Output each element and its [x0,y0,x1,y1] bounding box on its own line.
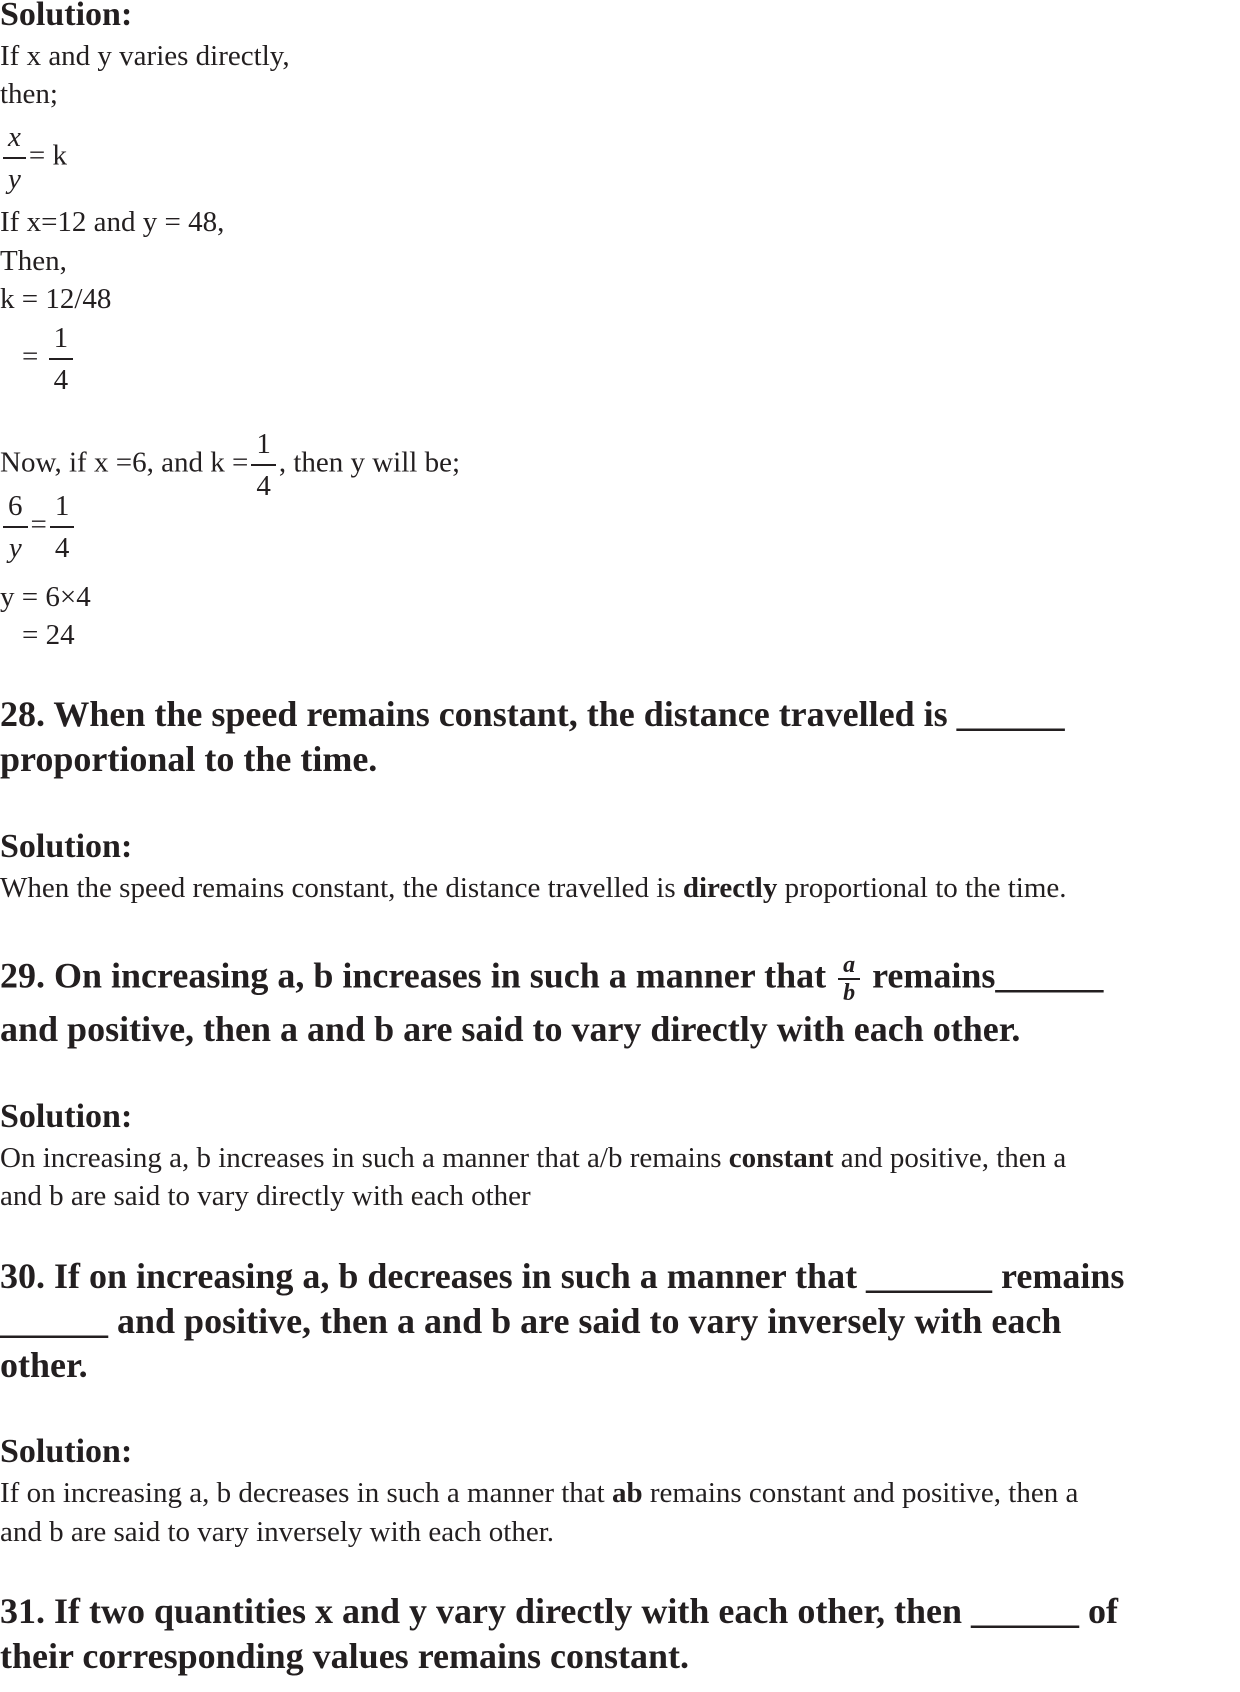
text-line: y = 6×4 [0,581,91,613]
text: and positive, then a [833,1142,1067,1174]
text: remains______ [872,955,1104,996]
numerator: 6 [3,486,28,528]
text: Now, if x =6, and k = [0,446,249,479]
equation-rhs: = k [28,139,67,172]
answer-text [0,870,1067,906]
question-text [0,952,1103,1006]
numerator: a [838,952,860,980]
question-text: their corresponding values remains constant. [0,1636,690,1676]
text-line: then; [0,78,58,110]
answer-text [0,1140,1066,1176]
equation-k-value [22,318,76,400]
fraction [50,486,75,568]
fraction [838,952,860,1006]
denominator: 4 [53,364,69,396]
question-text: other. [0,1345,88,1385]
text: , then y will be; [278,446,461,479]
answer-keyword: ab [611,1477,643,1509]
text-line: k = 12/48 [0,283,112,315]
solution-heading: Solution: [0,828,133,865]
solution-heading: Solution: [0,0,133,33]
text-line: If x=12 and y = 48, [0,206,225,238]
equals-sign: = [22,340,39,373]
equation-6-over-y [0,486,77,568]
numerator: x [3,117,26,159]
text: When the speed remains constant, the distance travelled is [0,872,683,904]
question-text: and positive, then a and b are said to vary directly with each other. [0,1009,1021,1049]
denominator: y [8,532,22,564]
answer-text: and b are said to vary directly with each other [0,1180,531,1212]
solution-heading: Solution: [0,1098,133,1135]
question-text: 31. If two quantities x and y vary directly with each other, then ______ of [0,1591,1118,1631]
text: remains constant and positive, then a [642,1477,1079,1509]
text-line: Then, [0,245,67,277]
fraction [251,424,276,506]
numerator: 1 [50,486,75,528]
denominator: b [843,980,856,1006]
question-text: 30. If on increasing a, b decreases in such a manner that _______ remains [0,1256,1125,1296]
denominator: y [8,163,21,195]
text-line: If x and y varies directly, [0,40,290,72]
fraction [3,486,28,568]
denominator: 4 [256,470,271,502]
text: 29. On increasing a, b increases in such a manner that [0,955,827,996]
text: On increasing a, b increases in such a manner that a/b remains [0,1142,729,1174]
answer-keyword: constant [728,1142,834,1174]
answer-text [0,1475,1078,1511]
question-text: proportional to the time. [0,739,378,779]
question-text: 28. When the speed remains constant, the distance travelled is ______ [0,694,1065,734]
fraction [49,318,74,400]
equation-x-over-y [0,117,67,199]
denominator: 4 [54,532,70,564]
answer-text: and b are said to vary inversely with each other. [0,1516,555,1548]
numerator: 1 [251,424,276,466]
answer-keyword: directly [682,872,778,904]
numerator: 1 [49,318,74,360]
equals-sign: = [30,508,47,541]
text: proportional to the time. [777,872,1067,904]
solution-heading: Solution: [0,1433,133,1470]
question-text: ______ and positive, then a and b are said to vary inversely with each [0,1301,1062,1341]
text-line: = 24 [22,619,75,651]
text: If on increasing a, b decreases in such a manner that [0,1477,612,1509]
fraction [3,117,26,199]
